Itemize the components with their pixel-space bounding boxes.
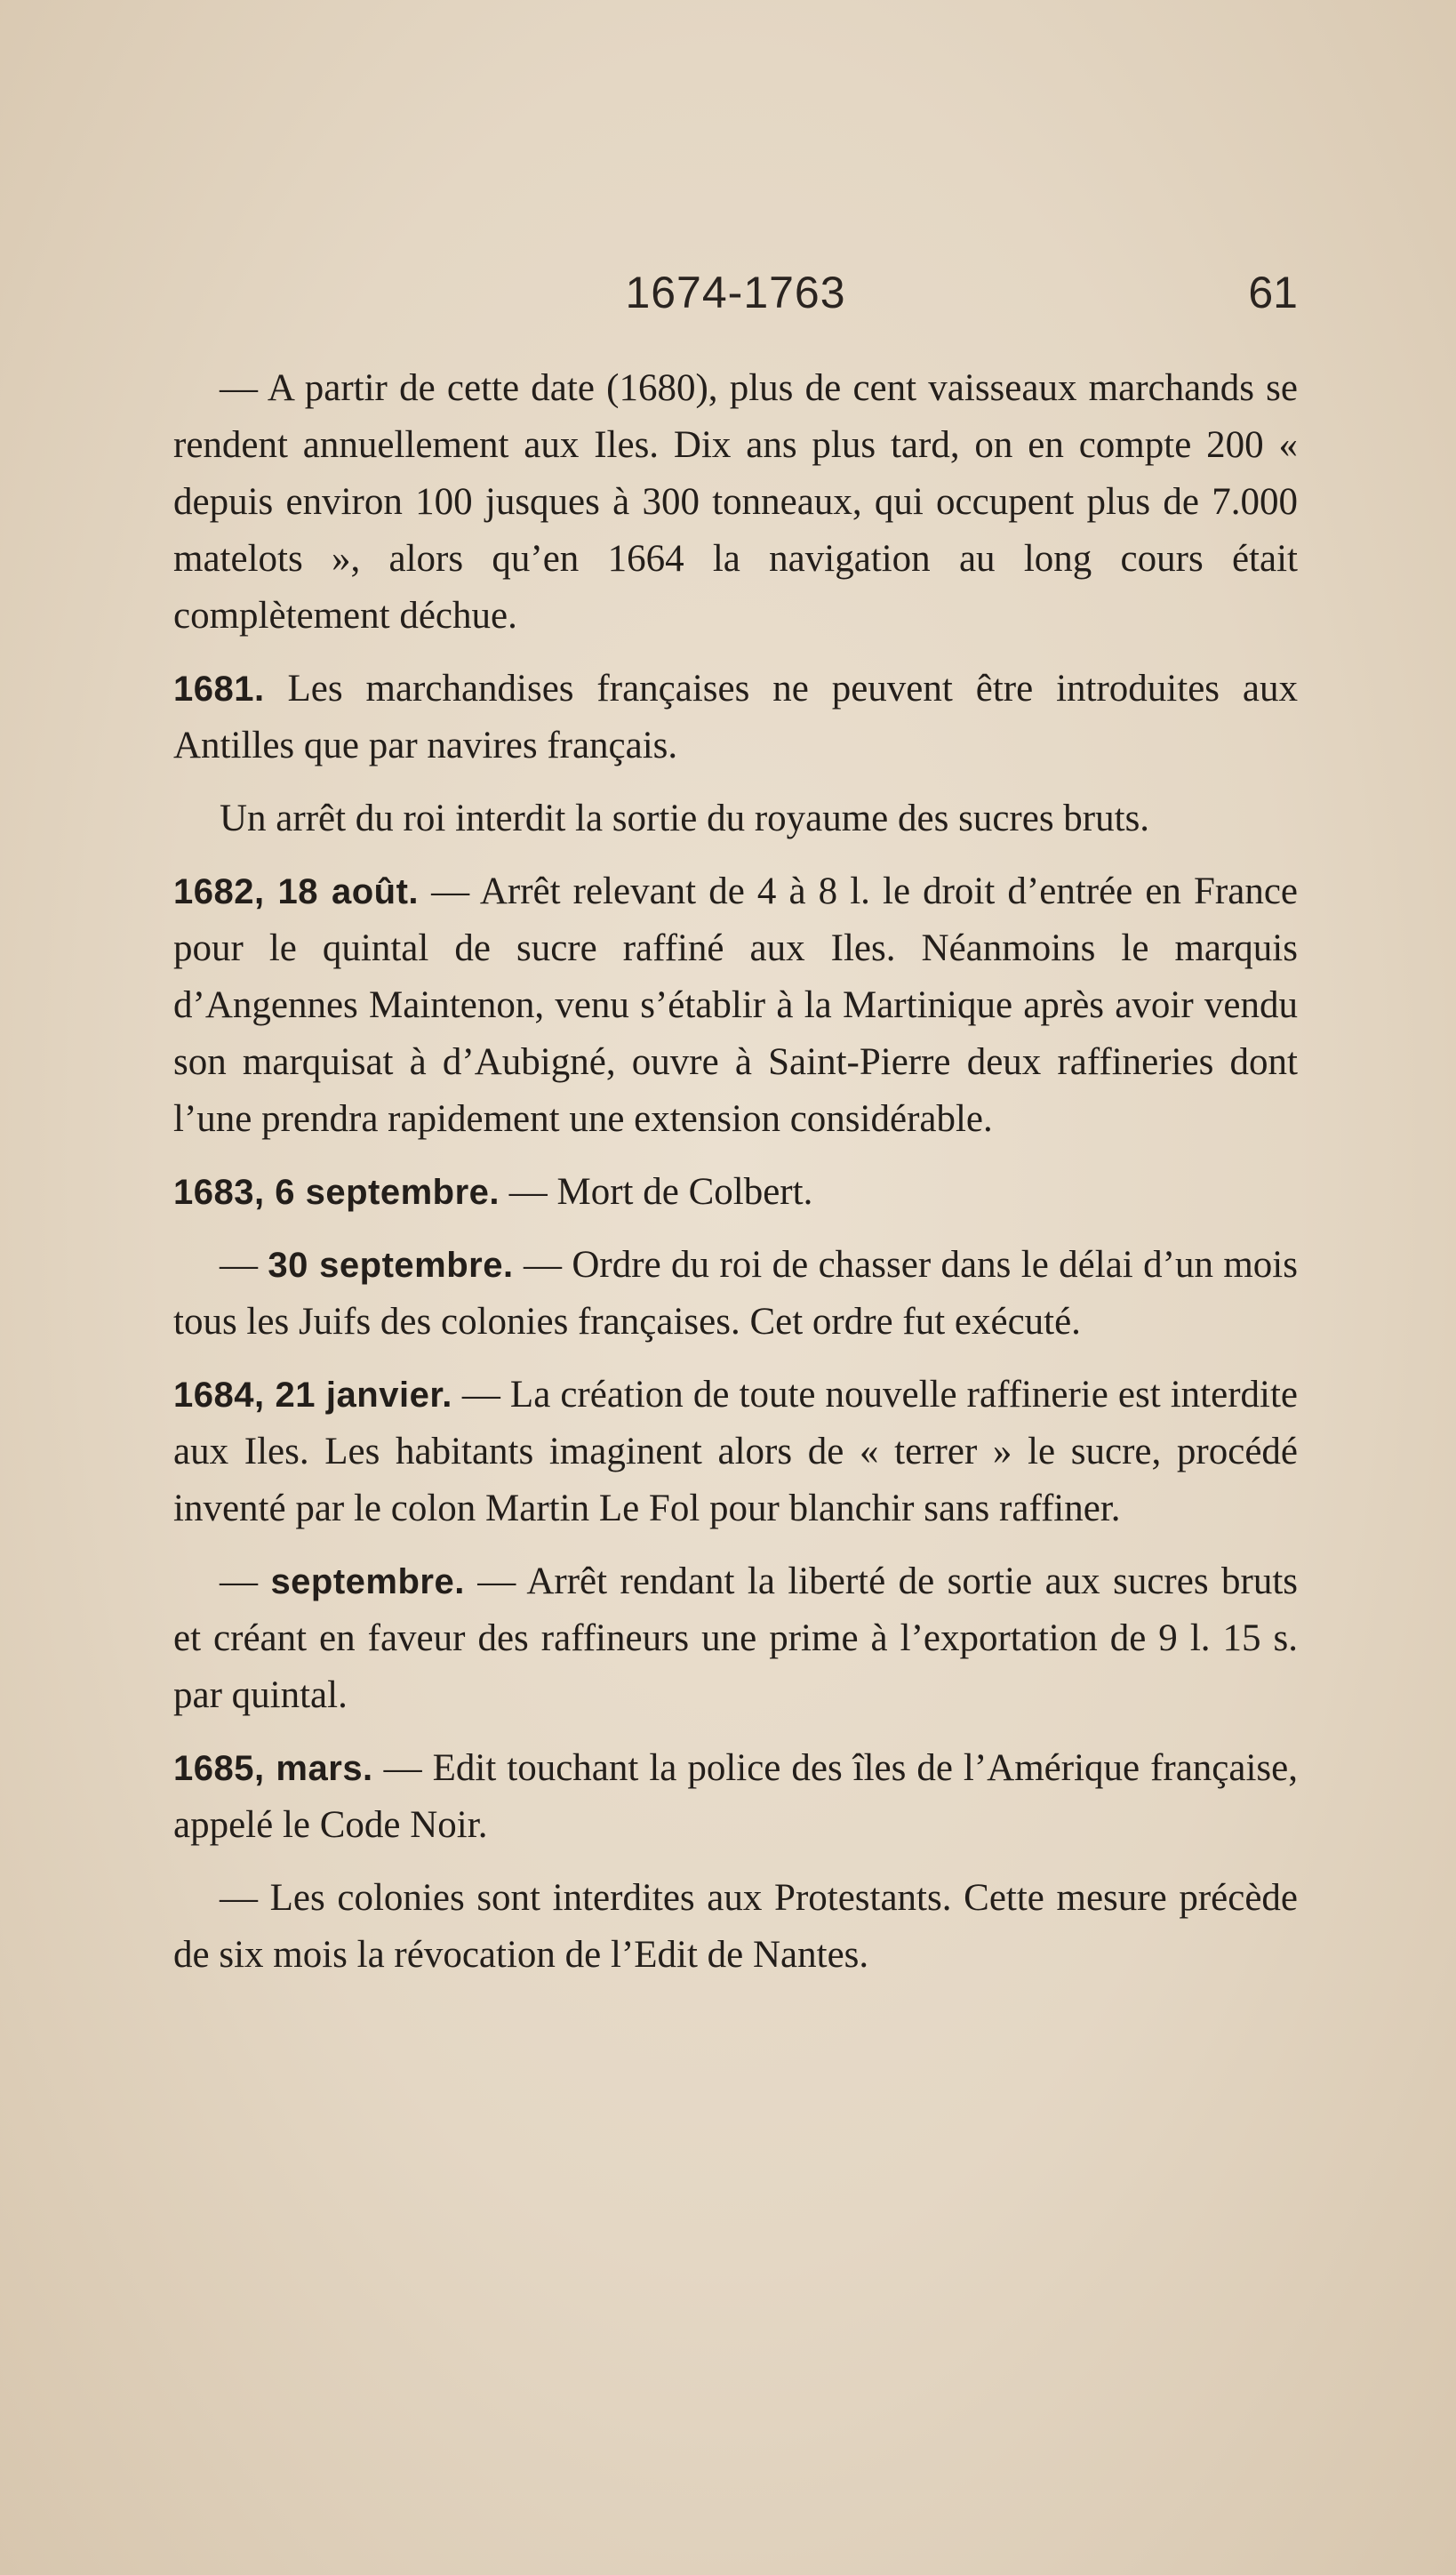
running-title: 1674-1763 <box>625 268 846 317</box>
entry-text: — Mort de Colbert. <box>500 1171 813 1213</box>
entry-text: — Arrêt relevant de 4 à 8 l. le droit d’entrée en France pour le quintal de sucre raffiné aux Iles. Néanmoins le marquis d’Angennes Maintenon, venu s’établir à la Martinique après avoir vendu son marquisat à d’Aubigné, ouvre à Saint-Pierre deux raffineries dont l’une prendra rapidement une extension considérable. <box>173 870 1298 1140</box>
paragraph-text: — Les colonies sont interdites aux Protestants. Cette mesure précède de six mois la révocation de l’Edit de Nantes. <box>173 1877 1298 1976</box>
page-header <box>173 267 1298 329</box>
entry-1681 <box>173 661 1298 774</box>
entry-date: 1685, mars. <box>173 1749 373 1788</box>
paragraph-text: Un arrêt du roi interdit la sortie du royaume des sucres bruts. <box>220 798 1150 839</box>
entry-1684-septembre <box>173 1553 1298 1724</box>
entry-1682 <box>173 863 1298 1148</box>
entry-text: — Edit touchant la police des îles de l’Amérique française, appelé le Code Noir. <box>173 1747 1298 1846</box>
paragraph-1681-sucres <box>173 790 1298 847</box>
entry-date: 1684, 21 janvier. <box>173 1376 452 1415</box>
entry-lead-dash: — <box>220 1244 268 1286</box>
entry-date: septembre. <box>270 1562 465 1601</box>
paragraph-text: — A partir de cette date (1680), plus de cent vaisseaux marchands se rendent annuellement aux Iles. Dix ans plus tard, on en compte 200 « depuis environ 100 jusques à 300 tonneaux, qui occupent plus de 7.000 matelots », alors qu’en 1664 la navigation au long cours était complètement déchue. <box>173 367 1298 637</box>
entry-1685-mars <box>173 1740 1298 1854</box>
page-body <box>173 360 1298 2000</box>
entry-lead-dash: — <box>220 1560 271 1602</box>
entry-text: — Ordre du roi de chasser dans le délai d’un mois tous les Juifs des colonies françaises. Cet ordre fut exécuté. <box>173 1244 1298 1343</box>
entry-1683-juifs <box>173 1237 1298 1351</box>
entry-text: — Arrêt rendant la liberté de sortie aux sucres bruts et créant en faveur des raffineurs une prime à l’exportation de 9 l. 15 s. par quintal. <box>173 1560 1299 1716</box>
entry-date: 1683, 6 septembre. <box>173 1173 500 1212</box>
entry-text: Les marchandises françaises ne peuvent être introduites aux Antilles que par navires français. <box>173 668 1298 766</box>
entry-1683-colbert <box>173 1164 1298 1221</box>
entry-1684-janvier <box>173 1367 1298 1537</box>
entry-date: 1681. <box>173 670 265 709</box>
entry-date: 1682, 18 août. <box>173 872 420 911</box>
paragraph-1680 <box>173 360 1298 645</box>
entry-text: — La création de toute nouvelle raffinerie est interdite aux Iles. Les habitants imaginent alors de « terrer » le sucre, procédé inventé par le colon Martin Le Fol pour blanchir sans raffiner. <box>173 1374 1298 1529</box>
paragraph-protestants <box>173 1870 1298 1984</box>
page-number: 61 <box>1248 268 1298 317</box>
entry-date: 30 septembre. <box>268 1246 514 1285</box>
